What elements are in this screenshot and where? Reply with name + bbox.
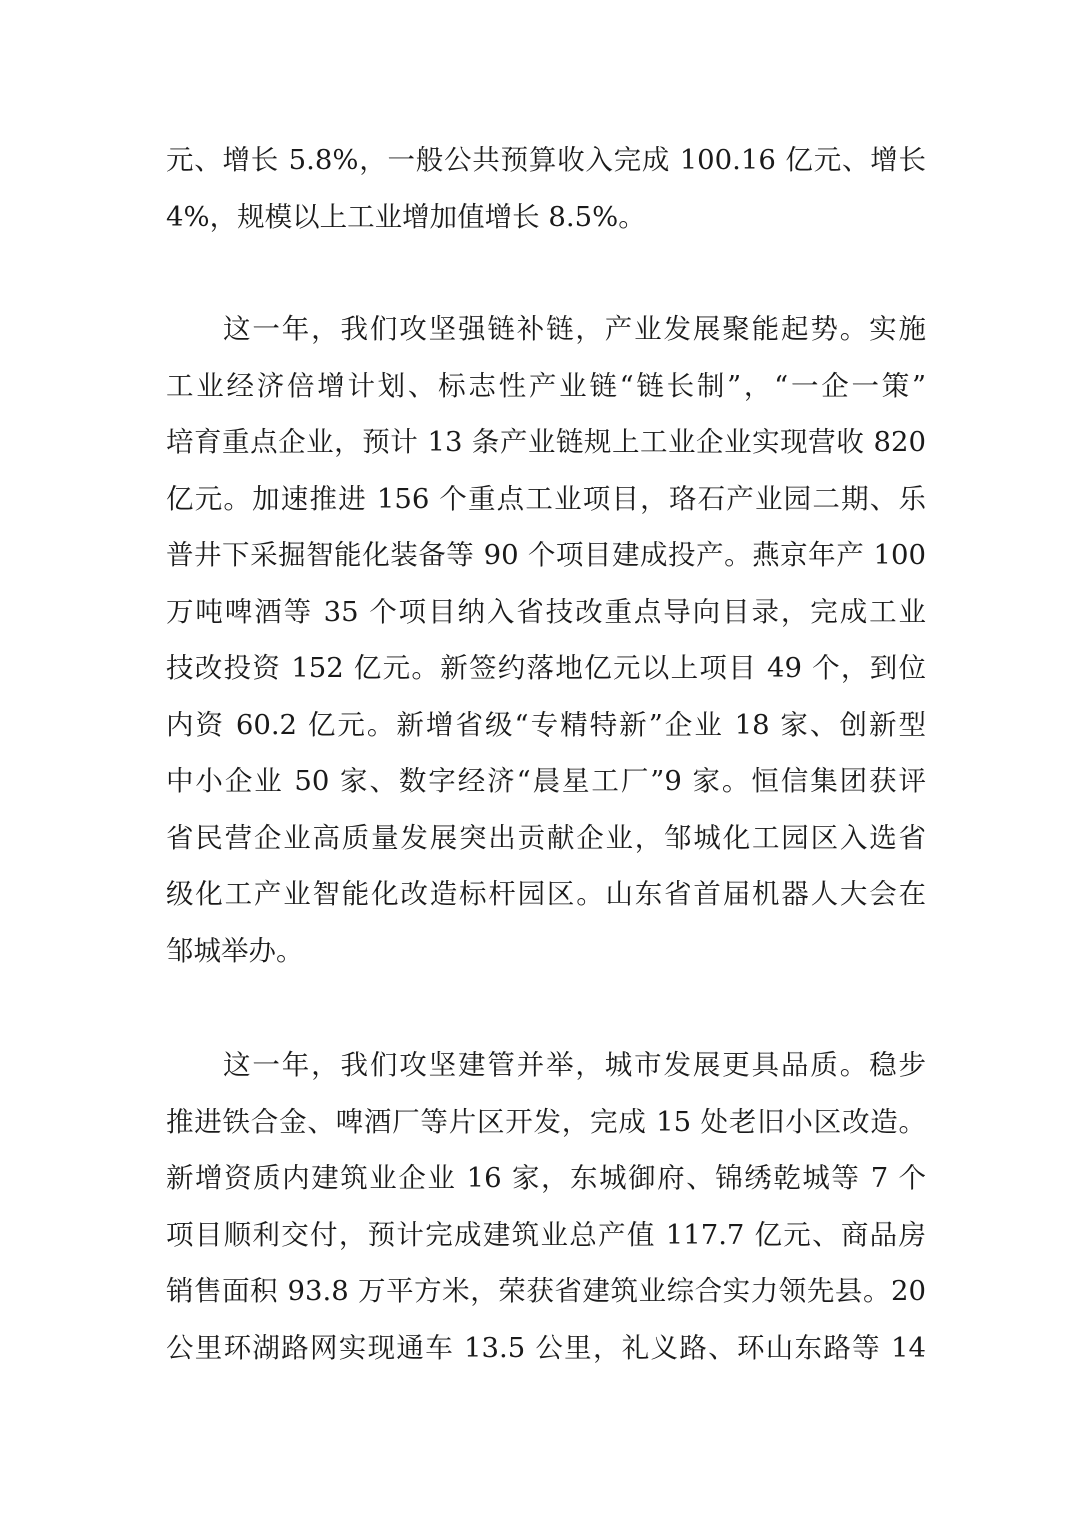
text-line: 级化工产业智能化改造标杆园区。山东省首届机器人大会在 — [166, 878, 926, 910]
paragraph-industry-chain — [166, 301, 926, 979]
text-line: 4%，规模以上工业增加值增长 8.5%。 — [166, 200, 646, 233]
text-line: 省民营企业高质量发展突出贡献企业，邹城化工园区入选省 — [166, 821, 926, 854]
text-line: 技改投资 152 亿元。新签约落地亿元以上项目 49 个，到位 — [166, 652, 926, 684]
text-line: 培育重点企业，预计 13 条产业链规上工业企业实现营收 820 — [166, 426, 926, 458]
text-line: 公里环湖路网实现通车 13.5 公里，礼义路、环山东路等 14 — [166, 1331, 926, 1364]
text-line: 邹城举办。 — [166, 934, 304, 967]
text-line: 亿元。加速推进 156 个重点工业项目，珞石产业园二期、乐 — [166, 482, 926, 515]
text-line: 工业经济倍增计划、标志性产业链“链长制”，“一企一策” — [166, 369, 926, 402]
text-line: 这一年，我们攻坚强链补链，产业发展聚能起势。实施 — [223, 313, 926, 345]
text-line: 推进铁合金、啤酒厂等片区开发，完成 15 处老旧小区改造。 — [166, 1105, 926, 1138]
text-line: 万吨啤酒等 35 个项目纳入省技改重点导向目录，完成工业 — [166, 595, 926, 628]
text-line: 销售面积 93.8 万平方米，荣获省建筑业综合实力领先县。20 — [166, 1275, 926, 1307]
text-line: 项目顺利交付，预计完成建筑业总产值 117.7 亿元、商品房 — [166, 1218, 926, 1251]
text-line: 中小企业 50 家、数字经济“晨星工厂”9 家。恒信集团获评 — [166, 765, 926, 797]
text-line: 元、增长 5.8%，一般公共预算收入完成 100.16 亿元、增长 — [166, 144, 926, 176]
text-line: 普井下采掘智能化装备等 90 个项目建成投产。燕京年产 100 — [166, 539, 926, 571]
text-line: 新增资质内建筑业企业 16 家，东城御府、锦绣乾城等 7 个 — [166, 1162, 926, 1194]
paragraph-urban-development — [166, 1037, 926, 1376]
text-line: 内资 60.2 亿元。新增省级“专精特新”企业 18 家、创新型 — [166, 708, 926, 741]
paragraph-economic-summary-tail — [166, 132, 926, 245]
text-line: 这一年，我们攻坚建管并举，城市发展更具品质。稳步 — [223, 1049, 926, 1081]
